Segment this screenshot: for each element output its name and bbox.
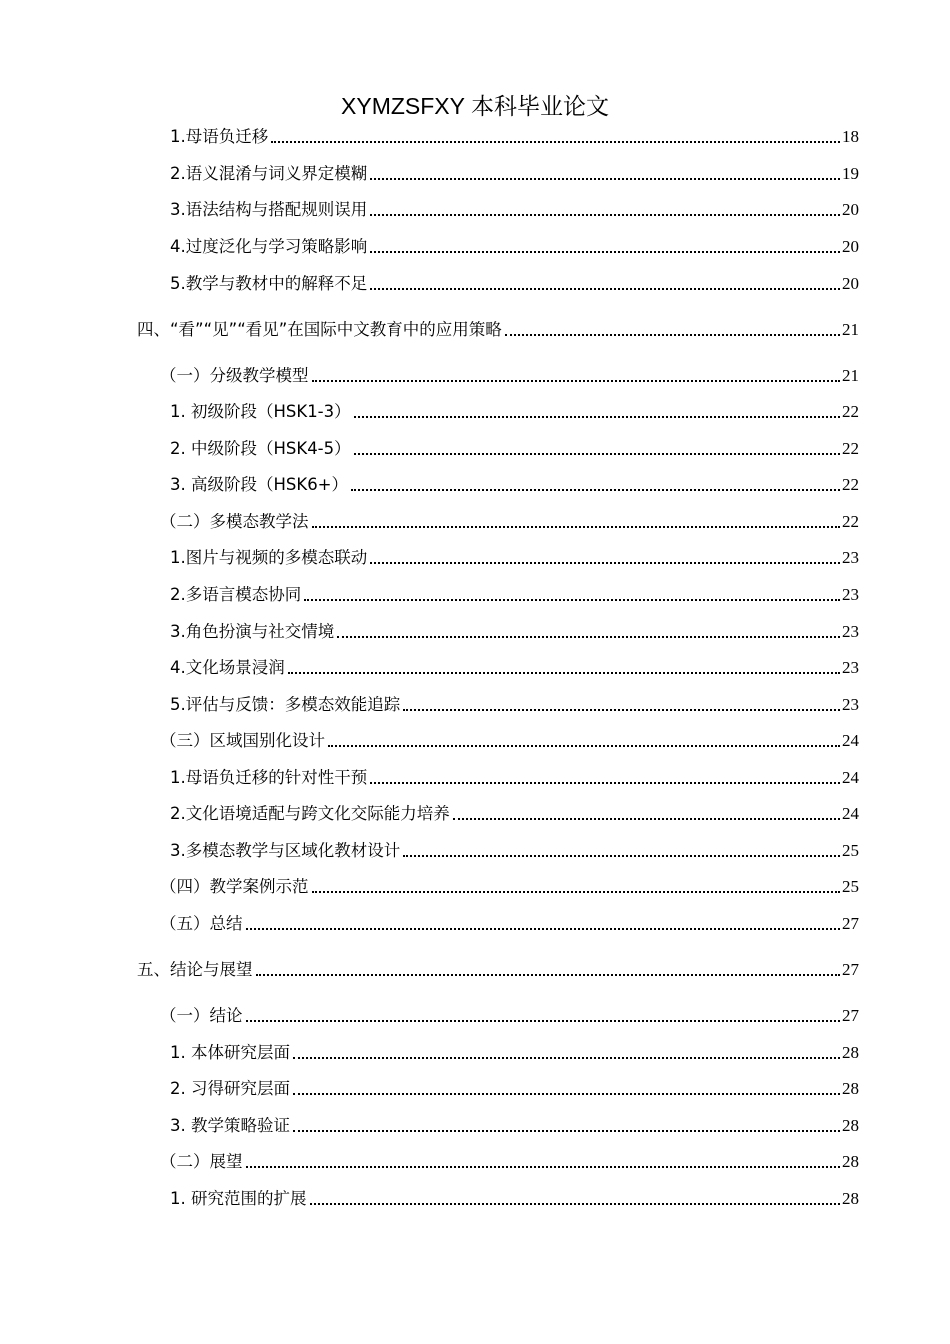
- toc-entry-title: （一）结论: [160, 1006, 243, 1025]
- toc-entry-title: 1.母语负迁移: [170, 127, 269, 146]
- toc-leader-dots: [354, 416, 840, 418]
- toc-leader-dots: [370, 562, 840, 564]
- toc-leader-dots: [370, 178, 840, 180]
- toc-entry-title: （五）总结: [160, 914, 243, 933]
- toc-entry-section[interactable]: [160, 909, 859, 935]
- toc-leader-dots: [403, 855, 840, 857]
- toc-entry-page: 28: [842, 1043, 859, 1062]
- toc-entry[interactable]: [170, 763, 859, 789]
- toc-entry-title: 2.文化语境适配与跨文化交际能力培养: [170, 804, 450, 823]
- toc-entry-page: 25: [842, 841, 859, 860]
- toc-entry[interactable]: [170, 617, 859, 643]
- toc-entry[interactable]: [170, 799, 859, 825]
- toc-leader-dots: [328, 745, 840, 747]
- toc-entry[interactable]: [170, 195, 859, 221]
- page-header-title: XYMZSFXY 本科毕业论文: [341, 93, 609, 119]
- toc-entry-title: 1. 研究范围的扩展: [170, 1189, 307, 1208]
- toc-entry-page: 27: [842, 960, 859, 979]
- toc-entry-page: 20: [842, 274, 859, 293]
- toc-entry-page: 24: [842, 804, 859, 823]
- toc-leader-dots: [505, 334, 840, 336]
- toc-entry-page: 23: [842, 658, 859, 677]
- toc-entry-title: 1.图片与视频的多模态联动: [170, 548, 368, 567]
- toc-leader-dots: [246, 1166, 841, 1168]
- toc-entry-page: 22: [842, 475, 859, 494]
- toc-entry-title: 四、“看”“见”“看见”在国际中文教育中的应用策略: [137, 320, 502, 339]
- toc-entry-title: （一）分级教学模型: [160, 366, 309, 385]
- toc-entry-chapter[interactable]: [137, 315, 859, 341]
- toc-entry-page: 23: [842, 585, 859, 604]
- toc-leader-dots: [370, 288, 840, 290]
- toc-entry-title: 3.多模态教学与区域化教材设计: [170, 841, 401, 860]
- toc-entry-page: 28: [842, 1152, 859, 1171]
- toc-entry-page: 24: [842, 731, 859, 750]
- toc-entry-page: 20: [842, 200, 859, 219]
- toc-entry-page: 22: [842, 439, 859, 458]
- toc-entry[interactable]: [170, 653, 859, 679]
- toc-leader-dots: [370, 214, 840, 216]
- toc-entry-page: 28: [842, 1079, 859, 1098]
- toc-entry-title: 2. 习得研究层面: [170, 1079, 290, 1098]
- toc-entry-section[interactable]: [160, 507, 859, 533]
- toc-entry[interactable]: [170, 1074, 859, 1100]
- toc-entry-page: 20: [842, 237, 859, 256]
- toc-entry-page: 21: [842, 320, 859, 339]
- toc-entry[interactable]: [170, 690, 859, 716]
- toc-entry-page: 18: [842, 127, 859, 146]
- toc-entry-section[interactable]: [160, 1001, 859, 1027]
- toc-entry-section[interactable]: [160, 872, 859, 898]
- toc-leader-dots: [403, 709, 840, 711]
- toc-entry-page: 28: [842, 1116, 859, 1135]
- toc-entry-title: 3. 教学策略验证: [170, 1116, 290, 1135]
- toc-entry-title: 2.语义混淆与词义界定模糊: [170, 164, 368, 183]
- toc-entry-page: 19: [842, 164, 859, 183]
- toc-leader-dots: [304, 599, 840, 601]
- toc-leader-dots: [293, 1130, 840, 1132]
- toc-entry-title: 五、结论与展望: [137, 960, 253, 979]
- toc-leader-dots: [312, 380, 841, 382]
- toc-entry[interactable]: [170, 159, 859, 185]
- toc-entry-title: 2.多语言模态协同: [170, 585, 302, 604]
- toc-leader-dots: [293, 1093, 840, 1095]
- toc-entry-title: 1. 初级阶段（HSK1-3）: [170, 402, 351, 421]
- toc-entry-section[interactable]: [160, 361, 859, 387]
- toc-leader-dots: [354, 453, 840, 455]
- toc-entry[interactable]: [170, 470, 859, 496]
- toc-leader-dots: [288, 672, 840, 674]
- toc-entry-page: 27: [842, 1006, 859, 1025]
- toc-entry-section[interactable]: [160, 1147, 859, 1173]
- toc-entry[interactable]: [170, 434, 859, 460]
- toc-entry-page: 21: [842, 366, 859, 385]
- toc-entry-title: 4.文化场景浸润: [170, 658, 285, 677]
- toc-entry-page: 25: [842, 877, 859, 896]
- toc-entry-chapter[interactable]: [137, 955, 859, 981]
- toc-entry[interactable]: [170, 1184, 859, 1210]
- toc-leader-dots: [312, 891, 841, 893]
- toc-entry-title: 2. 中级阶段（HSK4-5）: [170, 439, 351, 458]
- toc-leader-dots: [310, 1203, 841, 1205]
- toc-leader-dots: [370, 251, 840, 253]
- toc-entry-title: 5.教学与教材中的解释不足: [170, 274, 368, 293]
- toc-entry-title: （二）多模态教学法: [160, 512, 309, 531]
- toc-entry-title: 3. 高级阶段（HSK6+）: [170, 475, 349, 494]
- toc-entry[interactable]: [170, 232, 859, 258]
- toc-entry[interactable]: [170, 1111, 859, 1137]
- toc-entry[interactable]: [170, 269, 859, 295]
- toc-leader-dots: [293, 1057, 840, 1059]
- toc-entry-section[interactable]: [160, 726, 859, 752]
- toc-leader-dots: [370, 782, 840, 784]
- toc-entry-title: 5.评估与反馈：多模态效能追踪: [170, 695, 401, 714]
- toc-leader-dots: [337, 636, 840, 638]
- toc-entry-page: 22: [842, 512, 859, 531]
- toc-leader-dots: [256, 974, 841, 976]
- toc-entry-title: （四）教学案例示范: [160, 877, 309, 896]
- toc-entry-title: （三）区域国别化设计: [160, 731, 325, 750]
- toc-leader-dots: [312, 526, 841, 528]
- toc-leader-dots: [271, 141, 840, 143]
- toc-entry[interactable]: [170, 543, 859, 569]
- toc-entry-title: 1.母语负迁移的针对性干预: [170, 768, 368, 787]
- toc-entry-title: 3.语法结构与搭配规则误用: [170, 200, 368, 219]
- toc-entry[interactable]: [170, 580, 859, 606]
- toc-leader-dots: [246, 1020, 841, 1022]
- toc-entry-page: 22: [842, 402, 859, 421]
- toc-entry[interactable]: [170, 397, 859, 423]
- toc-entry[interactable]: [170, 1038, 859, 1064]
- toc-entry-title: 3.角色扮演与社交情境: [170, 622, 335, 641]
- toc-entry[interactable]: [170, 122, 859, 148]
- toc-entry-page: 24: [842, 768, 859, 787]
- toc-entry-page: 23: [842, 548, 859, 567]
- toc-entry-page: 23: [842, 622, 859, 641]
- toc-leader-dots: [351, 489, 840, 491]
- toc-entry-title: （二）展望: [160, 1152, 243, 1171]
- toc-leader-dots: [246, 928, 841, 930]
- toc-entry-title: 4.过度泛化与学习策略影响: [170, 237, 368, 256]
- toc-entry-title: 1. 本体研究层面: [170, 1043, 290, 1062]
- toc-entry-page: 27: [842, 914, 859, 933]
- toc-entry-page: 23: [842, 695, 859, 714]
- toc-entry[interactable]: [170, 836, 859, 862]
- toc-entry-page: 28: [842, 1189, 859, 1208]
- toc-leader-dots: [453, 818, 840, 820]
